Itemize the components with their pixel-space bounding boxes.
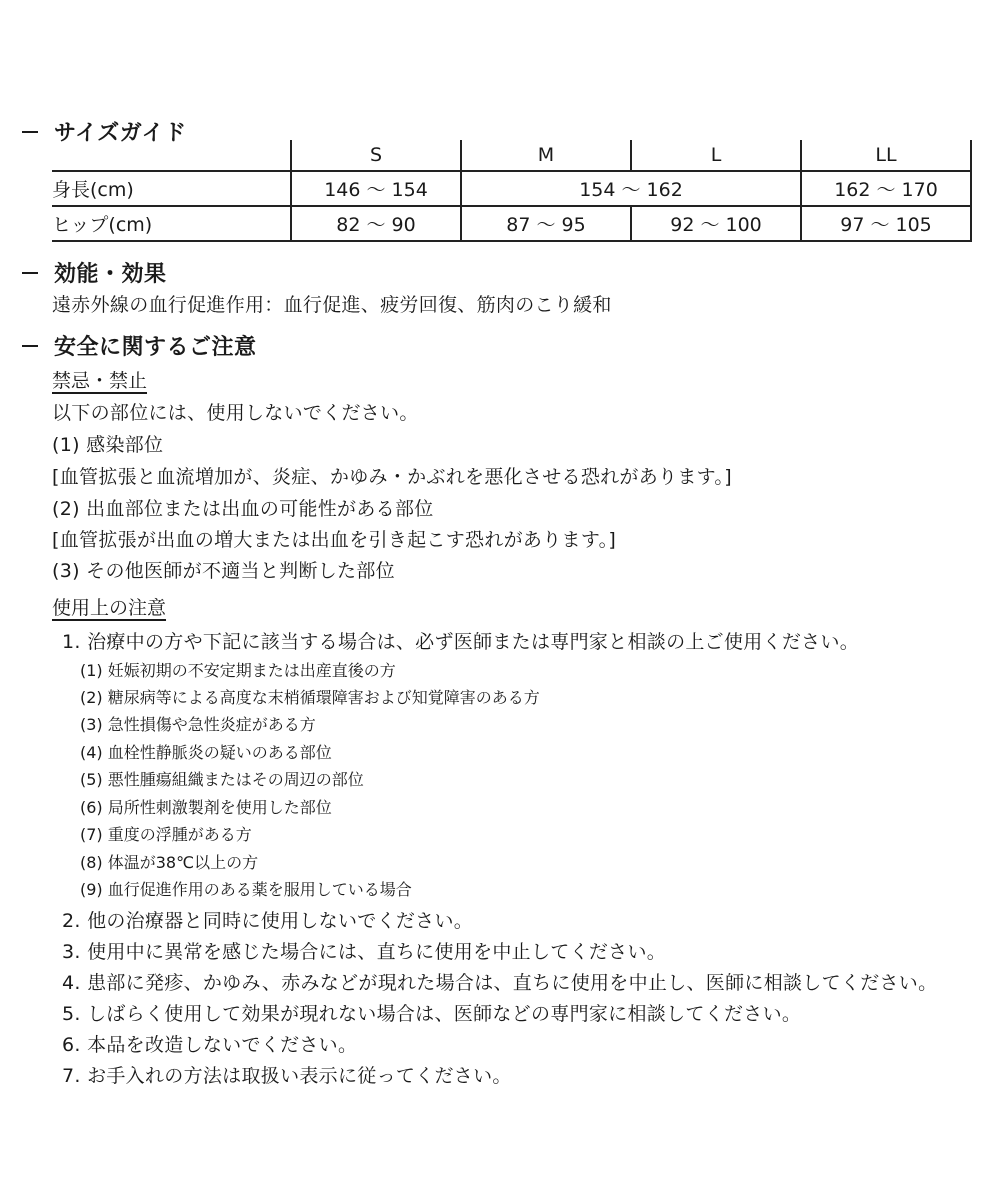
table-cell: 162 〜 170 (801, 171, 971, 206)
table-row-hip (52, 206, 971, 241)
safety-title: 安全に関するご注意 (54, 335, 257, 360)
row-label: ヒップ(cm) (52, 206, 291, 241)
table-header-row (52, 140, 971, 171)
prohibited-line: (1) 感染部位 (52, 434, 164, 456)
usage-item: 7. お手入れの方法は取扱い表示に従ってください。 (62, 1065, 512, 1087)
col-header-ll: LL (801, 140, 971, 171)
row-label: 身長(cm) (52, 171, 291, 206)
usage-sub-item: (4) 血栓性静脈炎の疑いのある部位 (80, 743, 332, 762)
table-cell: 82 〜 90 (291, 206, 461, 241)
usage-sub-item: (9) 血行促進作用のある薬を服用している場合 (80, 880, 412, 899)
col-header-l: L (631, 140, 801, 171)
prohibited-line: 以下の部位には、使用しないでください。 (52, 402, 419, 424)
usage-item: 4. 患部に発疹、かゆみ、赤みなどが現れた場合は、直ちに使用を中止し、医師に相談してください。 (62, 972, 938, 994)
efficacy-title: 効能・効果 (54, 262, 167, 287)
usage-heading: 使用上の注意 (52, 597, 167, 619)
usage-sub-item: (2) 糖尿病等による高度な末梢循環障害および知覚障害のある方 (80, 688, 540, 707)
safety-heading (22, 330, 257, 361)
size-guide-title: サイズガイド (54, 121, 187, 146)
usage-item: 5. しばらく使用して効果が現れない場合は、医師などの専門家に相談してください。 (62, 1003, 802, 1025)
table-cell: 92 〜 100 (631, 206, 801, 241)
prohibited-heading: 禁忌・禁止 (52, 370, 148, 392)
prohibited-line: [血管拡張が出血の増大または出血を引き起こす恐れがあります。] (52, 529, 617, 551)
prohibited-line: [血管拡張と血流増加が、炎症、かゆみ・かぶれを悪化させる恐れがあります。] (52, 466, 732, 488)
table-cell: 154 〜 162 (461, 171, 801, 206)
size-guide-table (52, 140, 972, 242)
prohibited-line: (2) 出血部位または出血の可能性がある部位 (52, 498, 434, 520)
dash-icon (22, 131, 38, 133)
efficacy-heading (22, 257, 167, 288)
col-header-m: M (461, 140, 631, 171)
table-cell: 146 〜 154 (291, 171, 461, 206)
usage-sub-item: (3) 急性損傷や急性炎症がある方 (80, 715, 316, 734)
table-row-height (52, 171, 971, 206)
dash-icon (22, 272, 38, 274)
usage-sub-item: (6) 局所性刺激製剤を使用した部位 (80, 798, 332, 817)
usage-sub-item: (7) 重度の浮腫がある方 (80, 825, 252, 844)
usage-item: 1. 治療中の方や下記に該当する場合は、必ず医師または専門家と相談の上ご使用ください。 (62, 631, 860, 653)
col-header-s: S (291, 140, 461, 171)
table-cell: 97 〜 105 (801, 206, 971, 241)
efficacy-text: 遠赤外線の血行促進作用：血行促進、疲労回復、筋肉のこり緩和 (52, 294, 612, 316)
usage-sub-item: (1) 妊娠初期の不安定期または出産直後の方 (80, 661, 396, 680)
usage-item: 3. 使用中に異常を感じた場合には、直ちに使用を中止してください。 (62, 941, 667, 963)
usage-sub-item: (8) 体温が38℃以上の方 (80, 853, 259, 872)
usage-sub-item: (5) 悪性腫瘍組織またはその周辺の部位 (80, 770, 364, 789)
usage-item: 6. 本品を改造しないでください。 (62, 1034, 358, 1056)
dash-icon (22, 345, 38, 347)
prohibited-line: (3) その他医師が不適当と判断した部位 (52, 560, 395, 582)
table-cell: 87 〜 95 (461, 206, 631, 241)
usage-item: 2. 他の治療器と同時に使用しないでください。 (62, 910, 474, 932)
